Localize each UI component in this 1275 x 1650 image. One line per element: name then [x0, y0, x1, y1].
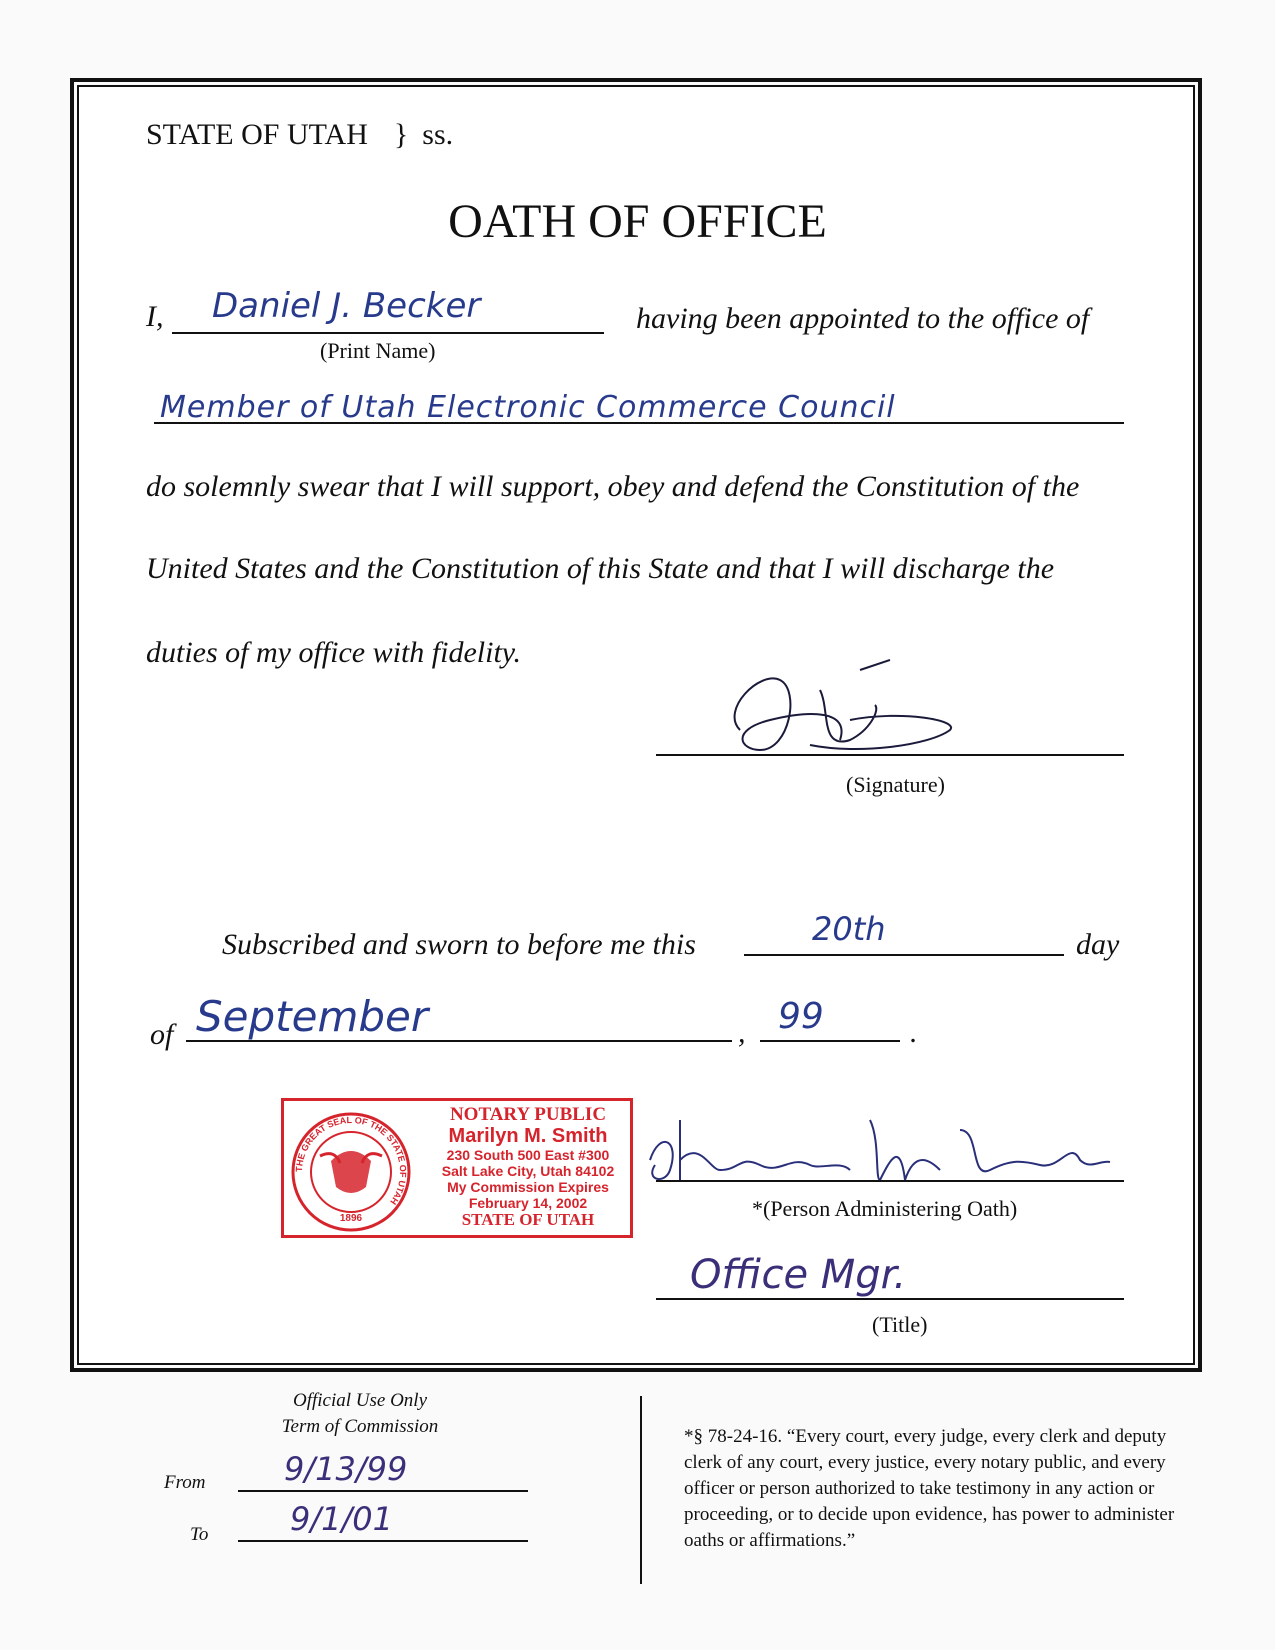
oath-line-1: do solemnly swear that I will support, obey and defend the Constitution of the: [146, 470, 1080, 503]
from-line: [238, 1490, 528, 1492]
administrator-label: *(Person Administering Oath): [752, 1196, 1018, 1221]
statute-footnote: *§ 78-24-16. “Every court, every judge, every clerk and deputy clerk of any court, every justice, every notary public, and every officer or person authorized to take testimony in any action or proceeding, or to decide upon evidence, has power to administer oaths or affirmations.”: [684, 1426, 1175, 1551]
notary-line-4: Salt Lake City, Utah 84102: [441, 1163, 615, 1179]
day-handwritten: 20th: [812, 910, 886, 948]
state-heading: [146, 118, 453, 152]
document-title: OATH OF OFFICE: [448, 195, 827, 248]
comma: ,: [738, 1016, 746, 1049]
i-label: I,: [146, 300, 164, 333]
to-label: To: [190, 1524, 209, 1545]
name-line: [172, 332, 604, 334]
svg-text:THE GREAT SEAL OF THE STATE OF: THE GREAT SEAL OF THE STATE OF UTAH: [293, 1114, 409, 1207]
term-heading: Term of Commission: [281, 1416, 439, 1437]
from-value: 9/13/99: [284, 1450, 408, 1488]
title-line: [656, 1298, 1124, 1300]
notary-text: [424, 1105, 632, 1229]
to-value: 9/1/01: [290, 1500, 393, 1538]
state-name: STATE OF UTAH: [146, 118, 368, 151]
signature-line: [656, 754, 1124, 756]
brace: }: [393, 118, 409, 151]
state-seal-icon: [290, 1111, 412, 1233]
year-line: [760, 1040, 900, 1042]
period: .: [910, 1016, 918, 1049]
official-use-heading: Official Use Only: [292, 1390, 428, 1411]
notary-line-6: February 14, 2002: [468, 1195, 588, 1211]
notary-line-2: Marilyn M. Smith: [448, 1125, 608, 1147]
name-handwritten: Daniel J. Becker: [212, 286, 481, 326]
from-label: From: [164, 1472, 206, 1493]
footer-divider: [640, 1396, 642, 1584]
svg-text:1896: 1896: [339, 1213, 363, 1224]
signature-label: (Signature): [846, 772, 945, 797]
notary-line-7: STATE OF UTAH: [461, 1210, 595, 1229]
to-line: [238, 1540, 528, 1542]
title-label: (Title): [872, 1312, 928, 1337]
day-line: [744, 954, 1064, 956]
oath-line-2: United States and the Constitution of this State and that I will discharge the: [146, 552, 1055, 585]
notary-line-3: 230 South 500 East #300: [446, 1147, 610, 1163]
notary-line-5: My Commission Expires: [447, 1179, 609, 1195]
year-handwritten: 99: [778, 996, 824, 1037]
title-handwritten: Office Mgr.: [690, 1252, 907, 1298]
administrator-signature: [640, 1100, 1120, 1210]
oath-line-3: duties of my office with fidelity.: [146, 636, 521, 669]
administrator-line: [656, 1180, 1124, 1182]
notary-line-1: NOTARY PUBLIC: [449, 1104, 607, 1125]
of-label: of: [150, 1018, 174, 1051]
notary-stamp: [281, 1098, 633, 1238]
sworn-text: Subscribed and sworn to before me this: [222, 928, 696, 961]
print-name-label: (Print Name): [320, 338, 436, 363]
month-handwritten: September: [196, 992, 429, 1041]
ss-label: ss.: [422, 118, 454, 151]
oath-signature: [700, 650, 970, 780]
day-label: day: [1076, 928, 1120, 961]
office-handwritten: Member of Utah Electronic Commerce Council: [160, 390, 896, 425]
appointed-text: having been appointed to the office of: [636, 302, 1090, 335]
